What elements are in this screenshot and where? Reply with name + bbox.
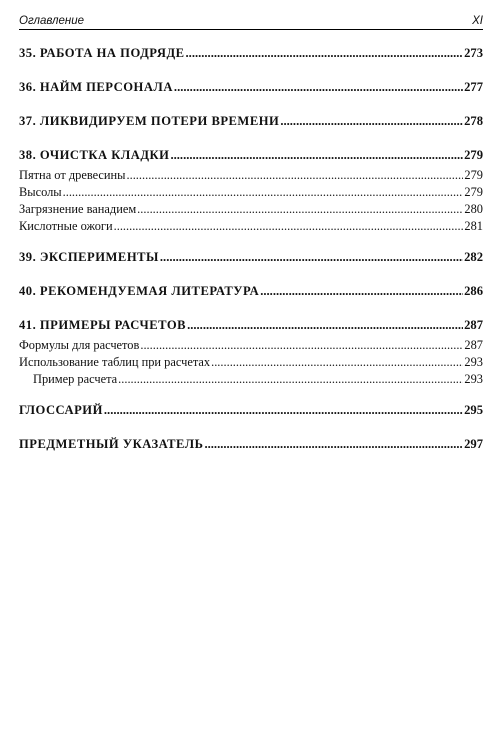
- dot-leader: [160, 249, 463, 266]
- header-section-title: Оглавление: [19, 15, 84, 27]
- toc-entry-title: ПРЕДМЕТНЫЙ УКАЗАТЕЛЬ: [19, 437, 204, 451]
- dot-leader: [118, 371, 463, 388]
- dot-leader: [187, 317, 463, 334]
- toc-entry-title: 40. РЕКОМЕНДУЕМАЯ ЛИТЕРАТУРА: [19, 284, 260, 298]
- toc-entry-title: ГЛОССАРИЙ: [19, 403, 103, 417]
- toc-entry-chapter-38[interactable]: [19, 147, 483, 164]
- header-page-number: XI: [472, 15, 483, 27]
- toc-entry-title: Загрязнение ванадием: [19, 202, 137, 216]
- dot-leader: [140, 337, 463, 354]
- toc-entry-vanadium[interactable]: [19, 201, 483, 218]
- toc-entry-page: 287: [464, 318, 483, 332]
- toc-entry-title: Использование таблиц при расчетах: [19, 355, 211, 369]
- dot-leader: [186, 45, 464, 62]
- toc-entry-title: 38. ОЧИСТКА КЛАДКИ: [19, 148, 170, 162]
- toc-entry-efflorescence[interactable]: [19, 184, 483, 201]
- toc-entry-title: 41. ПРИМЕРЫ РАСЧЕТОВ: [19, 318, 187, 332]
- toc-entry-chapter-37[interactable]: [19, 113, 483, 130]
- dot-leader: [137, 201, 463, 218]
- toc-entry-page: 281: [464, 219, 483, 233]
- toc-entry-page: 293: [464, 372, 483, 386]
- toc-entry-page: 282: [464, 250, 483, 264]
- toc-entry-page: 277: [464, 80, 483, 94]
- toc-entry-page: 279: [464, 148, 483, 162]
- toc-entry-chapter-39[interactable]: [19, 249, 483, 266]
- dot-leader: [114, 218, 464, 235]
- toc-entry-page: 287: [464, 338, 483, 352]
- dot-leader: [127, 167, 464, 184]
- toc-entry-page: 295: [464, 403, 483, 417]
- toc-entry-page: 280: [464, 202, 483, 216]
- running-header: [19, 10, 483, 30]
- toc-entry-title: 39. ЭКСПЕРИМЕНТЫ: [19, 250, 159, 264]
- toc-entry-title: Пример расчета: [33, 372, 118, 386]
- toc-entry-title: Пятна от древесины: [19, 168, 126, 182]
- toc-entry-title: 37. ЛИКВИДИРУЕМ ПОТЕРИ ВРЕМЕНИ: [19, 114, 280, 128]
- dot-leader: [174, 79, 463, 96]
- toc-entry-tables-usage[interactable]: [19, 354, 483, 371]
- toc-entry-chapter-36[interactable]: [19, 79, 483, 96]
- toc-entry-chapter-40[interactable]: [19, 283, 483, 300]
- toc-entry-page: 293: [464, 355, 483, 369]
- toc-entry-page: 297: [464, 437, 483, 451]
- toc-entry-page: 278: [464, 114, 483, 128]
- dot-leader: [280, 113, 463, 130]
- toc-entry-chapter-35[interactable]: [19, 45, 483, 62]
- dot-leader: [211, 354, 463, 371]
- toc-entry-formulas[interactable]: [19, 337, 483, 354]
- toc-entry-title: Формулы для расчетов: [19, 338, 140, 352]
- toc-entry-title: 36. НАЙМ ПЕРСОНАЛА: [19, 80, 173, 94]
- dot-leader: [170, 147, 463, 164]
- toc-entry-page: 279: [464, 168, 483, 182]
- dot-leader: [260, 283, 463, 300]
- dot-leader: [63, 184, 464, 201]
- dot-leader: [204, 436, 463, 453]
- toc-entry-glossary[interactable]: [19, 402, 483, 419]
- toc-entry-page: 273: [464, 46, 483, 60]
- toc-entry-title: Высолы: [19, 185, 62, 199]
- toc-entry-page: 279: [464, 185, 483, 199]
- toc-entry-calculation-example[interactable]: [19, 371, 483, 388]
- toc-entry-chapter-41[interactable]: [19, 317, 483, 334]
- toc-entry-acid-burns[interactable]: [19, 218, 483, 235]
- toc-entry-title: Кислотные ожоги: [19, 219, 113, 233]
- toc-entry-title: 35. РАБОТА НА ПОДРЯДЕ: [19, 46, 185, 60]
- toc-entry-subject-index[interactable]: [19, 436, 483, 453]
- toc-entry-wood-stains[interactable]: [19, 167, 483, 184]
- table-of-contents: [19, 45, 483, 453]
- toc-entry-page: 286: [464, 284, 483, 298]
- dot-leader: [104, 402, 463, 419]
